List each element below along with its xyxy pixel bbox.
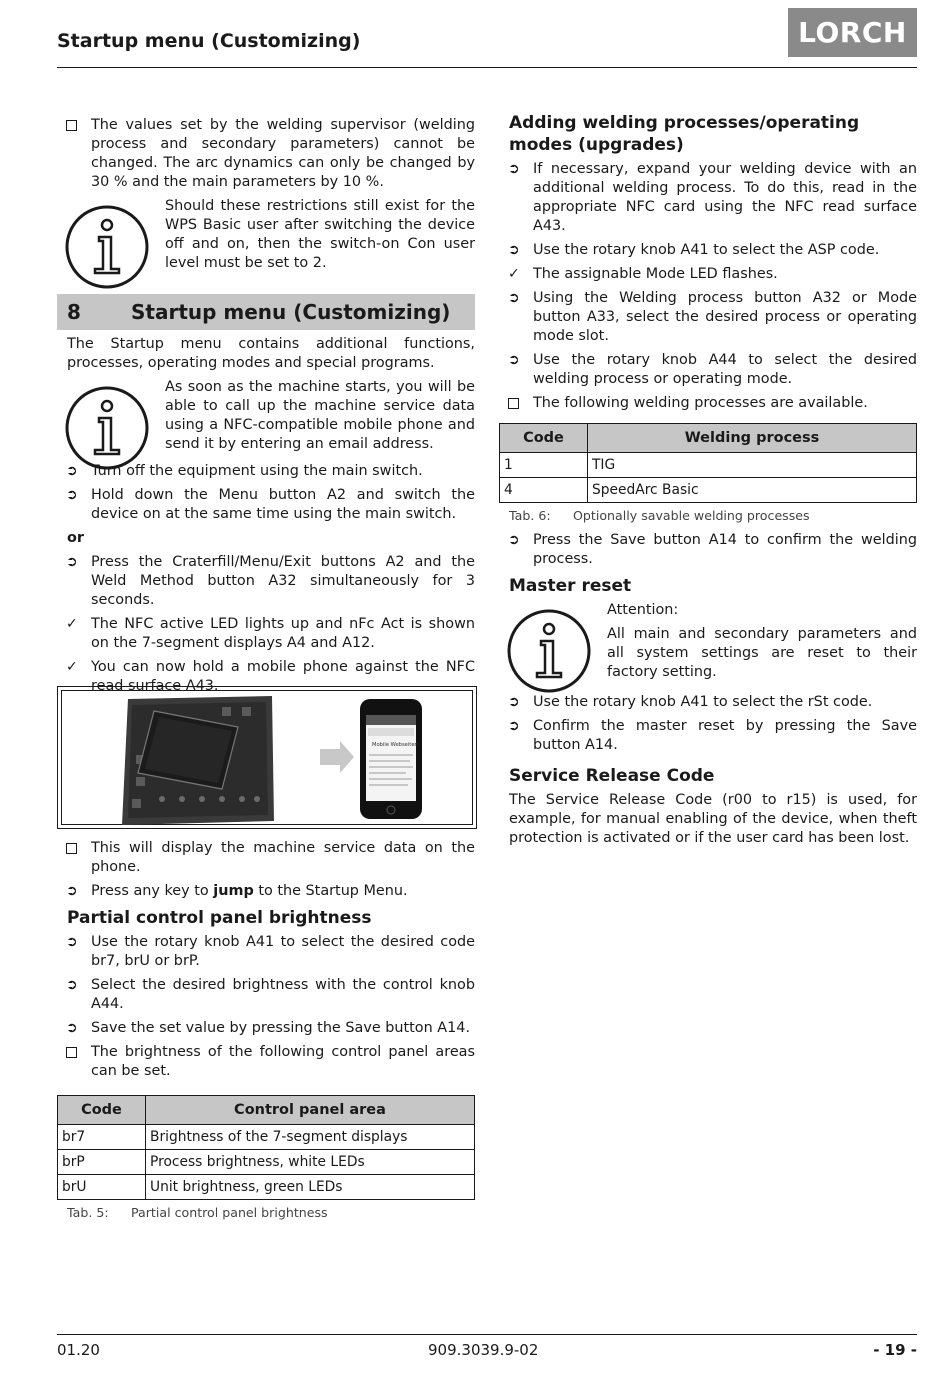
checkbox-bullet-icon	[66, 1043, 84, 1064]
left-column-top	[57, 116, 475, 281]
left-column-lower	[57, 839, 475, 1222]
footer-rule	[57, 1334, 917, 1335]
info-attention-label: Attention:	[607, 602, 679, 618]
header-rule	[57, 67, 917, 68]
checkbox-bullet-icon	[66, 116, 84, 137]
step-item: ➲ Use the rotary knob A41 to select the desired code br7, brU or brP.	[66, 934, 475, 969]
table-row: 4 SpeedArc Basic	[500, 478, 917, 503]
table-row: 1 TIG	[500, 453, 917, 478]
result-item: ✓ The NFC active LED lights up and nFc Act is shown on the 7-segment displays A4 and A12.	[66, 616, 475, 651]
checkmark-icon: ✓	[508, 266, 520, 282]
bullet-item: The following welding processes are available.	[499, 394, 917, 413]
step-arrow-icon: ➲	[508, 718, 520, 734]
step-arrow-icon: ➲	[66, 463, 78, 479]
step-item: ➲ Turn off the equipment using the main switch.	[66, 463, 423, 479]
section-heading	[57, 294, 475, 330]
bullet-item: The brightness of the following control panel areas can be set.	[57, 1043, 475, 1081]
lorch-logo: LORCH	[788, 8, 917, 57]
footer-date: 01.20	[57, 1341, 100, 1359]
table-header-area: Control panel area	[146, 1096, 475, 1125]
info-icon	[505, 607, 593, 695]
step-item: ➲ Using the Welding process button A32 or Mode button A33, select the desired process or operating mode slot.	[508, 290, 917, 344]
subheading-master-reset: Master reset	[509, 576, 632, 596]
bullet-item: This will display the machine service data on the phone.	[57, 839, 475, 877]
step-item: ➲ Press the Save button A14 to confirm the welding process.	[508, 532, 917, 567]
step-arrow-icon: ➲	[66, 934, 78, 950]
step-arrow-icon: ➲	[508, 290, 520, 306]
step-item: ➲ Use the rotary knob A41 to select the ASP code.	[508, 242, 880, 258]
checkmark-icon: ✓	[66, 659, 78, 675]
subheading-brightness: Partial control panel brightness	[67, 908, 372, 928]
checkbox-bullet-icon	[508, 394, 526, 415]
step-arrow-icon: ➲	[66, 1020, 78, 1036]
service-paragraph: The Service Release Code (r00 to r15) is used, for example, for manual enabling of the device, when theft protection is activated or if the user card has been lost.	[509, 792, 917, 846]
step-arrow-icon: ➲	[66, 487, 78, 503]
step-item: ➲ Use the rotary knob A41 to select the rSt code.	[508, 694, 873, 710]
info-note	[57, 378, 475, 458]
welding-process-table	[499, 423, 917, 503]
info-icon	[63, 203, 151, 291]
table-caption: Tab. 5: Partial control panel brightness	[67, 1205, 328, 1220]
phone-screen-text: Mobile Webseiten	[372, 742, 418, 748]
left-column-section	[57, 335, 475, 701]
step-arrow-icon: ➲	[508, 532, 520, 548]
info-note-text: As soon as the machine starts, you will be able to call up the machine service data using a NFC-compatible mobile phone and send it by entering an email address.	[165, 379, 475, 452]
brightness-table	[57, 1095, 475, 1200]
section-title: Startup menu (Customizing)	[131, 300, 451, 324]
result-item: ✓ You can now hold a mobile phone against the NFC read surface A43.	[66, 659, 475, 694]
step-arrow-icon: ➲	[508, 242, 520, 258]
info-note	[57, 197, 475, 277]
right-column	[499, 110, 917, 853]
step-item: ➲ Hold down the Menu button A2 and switch the device on at the same time using the main switch.	[66, 487, 475, 522]
bullet-item: The values set by the welding supervisor (welding process and secondary parameters) cannot be changed. The arc dynamics can only be changed by 30 % and the main parameters by 10 %.	[57, 116, 475, 192]
nfc-figure	[57, 686, 477, 829]
checkbox-bullet-icon	[66, 839, 84, 860]
info-note-text: All main and secondary parameters and all system settings are reset to their factory setting.	[607, 626, 917, 680]
nfc-illustration	[62, 691, 474, 826]
page-header-title: Startup menu (Customizing)	[57, 30, 361, 52]
step-item: ➲ Confirm the master reset by pressing the Save button A14.	[508, 718, 917, 753]
table-caption: Tab. 6: Optionally savable welding processes	[509, 508, 810, 523]
table-row: br7 Brightness of the 7-segment displays	[58, 1125, 475, 1150]
table-row: brU Unit brightness, green LEDs	[58, 1175, 475, 1200]
figure-frame	[61, 690, 473, 825]
info-note-text: Should these restrictions still exist for the WPS Basic user after switching the device off and on, then the switch-on Con user level must be set to 2.	[165, 198, 475, 271]
table-header-code: Code	[500, 424, 588, 453]
step-arrow-icon: ➲	[508, 694, 520, 710]
info-icon	[63, 384, 151, 472]
subheading-service-release: Service Release Code	[509, 766, 715, 786]
subheading-adding: Adding welding processes/operating modes (upgrades)	[509, 113, 860, 155]
or-label: or	[67, 530, 84, 546]
result-item: ✓ The assignable Mode LED flashes.	[508, 266, 778, 282]
footer-page-number: - 19 -	[873, 1341, 917, 1359]
step-item: ➲ Select the desired brightness with the control knob A44.	[66, 977, 475, 1012]
table-header-code: Code	[58, 1096, 146, 1125]
info-note	[499, 601, 917, 689]
step-arrow-icon: ➲	[508, 352, 520, 368]
footer-doc-number: 909.3039.9-02	[428, 1341, 539, 1359]
step-item: ➲ If necessary, expand your welding device with an additional welding process. To do this, read in the appropriate NFC card using the NFC read surface A43.	[508, 161, 917, 234]
checkmark-icon: ✓	[66, 616, 78, 632]
step-arrow-icon: ➲	[66, 554, 78, 570]
table-header-process: Welding process	[588, 424, 917, 453]
section-number: 8	[67, 300, 81, 324]
step-item: ➲ Press any key to jump to the Startup Menu.	[66, 883, 408, 899]
table-row: brP Process brightness, white LEDs	[58, 1150, 475, 1175]
step-item: ➲ Save the set value by pressing the Save button A14.	[66, 1020, 471, 1036]
intro-paragraph: The Startup menu contains additional functions, processes, operating modes and special programs.	[67, 336, 475, 371]
step-item: ➲ Use the rotary knob A44 to select the desired welding process or operating mode.	[508, 352, 917, 387]
step-arrow-icon: ➲	[66, 977, 78, 993]
step-arrow-icon: ➲	[66, 883, 78, 899]
step-item: ➲ Press the Craterfill/Menu/Exit buttons A2 and the Weld Method button A32 simultaneously for 3 seconds.	[66, 554, 475, 608]
step-arrow-icon: ➲	[508, 161, 520, 177]
